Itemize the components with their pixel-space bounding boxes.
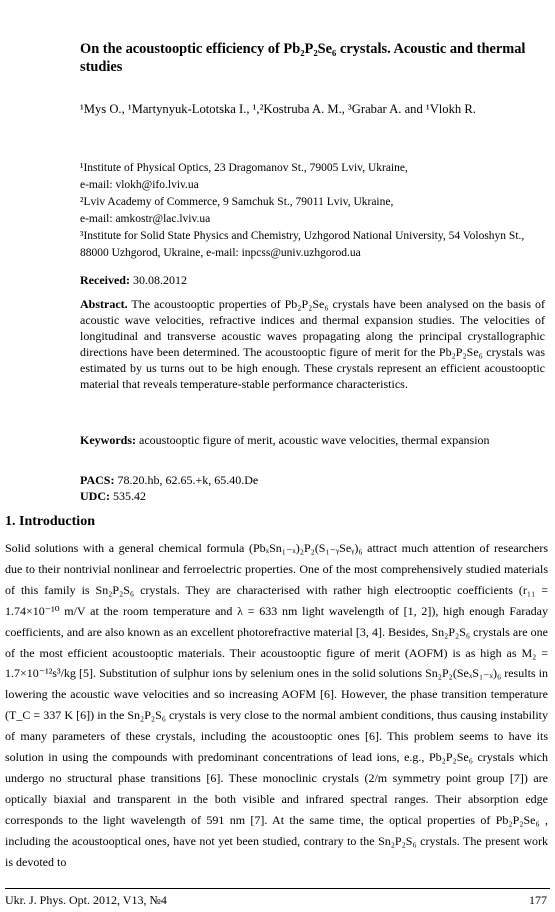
footer-journal: Ukr. J. Phys. Opt. 2012, V13, №4 [5, 893, 167, 907]
page-number: 177 [529, 893, 547, 907]
affiliation-line: ³Institute for Solid State Physics and Chemistry, Uzhgorod National University, 54 Voloshyn St., 88000 Uzhgorod, Ukraine, e-mail: inpcss@univ.uzhgorod.ua [80, 230, 525, 259]
received-label: Received: [80, 273, 130, 287]
affiliation-line: ²Lviv Academy of Commerce, 9 Samchuk St., 79011 Lviv, Ukraine, [80, 196, 394, 208]
classification-codes [80, 472, 545, 504]
section-heading: 1. Introduction [5, 514, 95, 529]
keywords [80, 432, 545, 448]
affiliation-line: ¹Institute of Physical Optics, 23 Dragomanov St., 79005 Lviv, Ukraine, [80, 162, 408, 174]
received-value: 30.08.2012 [132, 273, 187, 287]
pacs-line [80, 472, 545, 488]
pacs-text: 78.20.hb, 62.65.+k, 65.40.De [117, 473, 259, 487]
abstract-label: Abstract. [80, 297, 128, 311]
footer-divider [5, 888, 550, 889]
affiliation-line: e-mail: amkostr@lac.lviv.ua [80, 213, 211, 225]
udc-line [80, 488, 545, 504]
body-text: Solid solutions with a general chemical formula (PbₓSn₁₋ₓ)₂P₂(S₁₋ᵧSeᵧ)₆ attract much attention of researchers due to their nontrivial nonlinear and ferroelectric properties. One of the most comprehensively studied materials of this family is Sn₂P₂S₆ crystals. They are characterised with rather high electrooptic coefficients (r₁₁ = 1.74×10⁻¹⁰ m/V at the room temperature and λ = 633 nm light wavelength of [1, 2]), high enough Faraday coefficients, and are also known as an excellent photorefractive material [3, 4]. Besides, Sn₂P₂S₆ crystals are one of the most efficient acoustooptic materials. Their acoustooptic figure of merit (AOFM) is as high as M₂ = 1.7×10⁻¹²s³/kg [5]. Substitution of sulphur ions by selenium ones in the solid solutions Sn₂P₂(SeₓS₁₋ₓ)₆ results in lowering the acoustic wave velocities and so increasing AOFM [6]. However, the phase transition temperature (T_C = 337 K [6]) in the Sn₂P₂S₆ crystals is very close to the normal ambient conditions, thus causing instability of many parameters of these crystals, including the acoustooptic ones [6]. This problem seems to have its solution in using the compounds with predominant concentrations of lead ions, e.g., Pb₂P₂Se₆ crystals which undergo no structural phase transitions [6]. These monoclinic crystals (2/m symmetry point group [7]) are optically biaxial and transparent in the both visible and infrared spectral ranges. Their absorption edge corresponds to the light wavelength of 591 nm [7]. At the same time, the optical properties of Pb₂P₂Se₆ , including the acoustooptical ones, have not yet been studied, contrary to the Sn₂P₂S₆ crystals. The present work is devoted to [5, 541, 548, 869]
udc-text: 535.42 [113, 489, 146, 503]
received-date [80, 272, 545, 288]
keywords-text: acoustooptic figure of merit, acoustic wave velocities, thermal expansion [139, 433, 490, 447]
abstract-text: The acoustooptic properties of Pb₂P₂Se₆ crystals have been analysed on the basis of acoustic wave velocities, refractive indices and thermal expansion studies. The velocities of longitudinal and transverse acoustic waves propagating along the principal crystallographic directions have been determined. The acoustooptic figure of merit for the Pb₂P₂Se₆ crystals was estimated by us turns out to be high enough. These crystals represent an efficient acoustooptic material that reveals temperature-stable performance characteristics. [80, 297, 545, 391]
affiliation-line: e-mail: vlokh@ifo.lviv.ua [80, 179, 199, 191]
author-list: ¹Mys O., ¹Martynyuk-Lototska I., ¹,²Kostruba A. M., ³Grabar A. and ¹Vlokh R. [80, 102, 476, 116]
paper-title: On the acoustooptic efficiency of Pb₂P₂Se₆ crystals. Acoustic and thermal studies [80, 41, 526, 75]
keywords-label: Keywords: [80, 433, 136, 447]
pacs-label: PACS: [80, 473, 115, 487]
udc-label: UDC: [80, 489, 110, 503]
abstract [80, 296, 545, 392]
affiliations [80, 160, 545, 262]
